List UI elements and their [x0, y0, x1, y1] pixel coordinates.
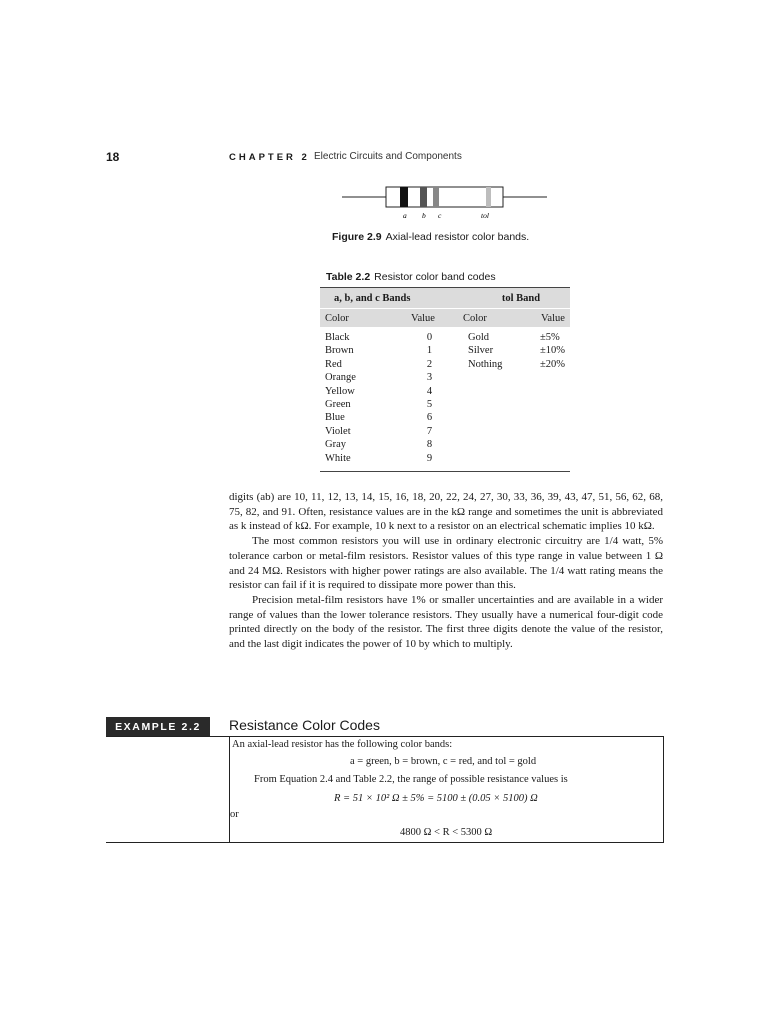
chapter-title: Electric Circuits and Components — [314, 151, 462, 162]
band-b — [420, 187, 427, 207]
table-cell: White — [325, 452, 351, 464]
table-cell: 3 — [426, 372, 433, 384]
column-header-tol-color: Color — [463, 312, 487, 324]
figure-caption-text: Axial-lead resistor color bands. — [385, 231, 530, 243]
paragraph: Precision metal-film resistors have 1% or smaller uncertainties and are available in a wider range of values than the lower tolerance resistors. They usually have a numerical four-digit code printed directly on the body of the resistor. The first three digits denote the value of the resistor, and the last digit indicates the power of 10 by which to multiply. — [229, 593, 663, 651]
table-cell: Blue — [325, 412, 345, 424]
table-cell: ±20% — [540, 358, 566, 370]
group-header-abc: a, b, and c Bands — [334, 292, 411, 304]
table-cell: Gray — [325, 439, 346, 451]
table-cell: Yellow — [325, 385, 355, 397]
band-c — [433, 187, 439, 207]
table-cell: 7 — [426, 425, 433, 437]
band-label-a: a — [403, 211, 407, 220]
column-header-tol-value: Value — [541, 312, 565, 324]
table-cell: ±5% — [540, 332, 560, 343]
tol-value-column — [540, 331, 570, 465]
example-or: or — [230, 809, 239, 820]
paragraph: digits (ab) are 10, 11, 12, 13, 14, 15, 16, 18, 20, 22, 24, 27, 30, 33, 36, 39, 43, 47, 51, 56, 62, 68, 75, 82, and 91. Often, resistance values are in the kΩ range and sometimes the unit is abbreviated as k instead of kΩ. For example, 10 k next to a resistor on an electrical schematic implies 10 kΩ. — [229, 491, 663, 533]
resistor-illustration — [340, 180, 550, 222]
band-tol — [486, 187, 491, 207]
table-cell: ±10% — [540, 345, 566, 357]
table-cell: 5 — [426, 398, 433, 410]
table-cell: Violet — [325, 425, 351, 437]
table-cell: 6 — [426, 412, 433, 424]
table-cell: 8 — [426, 439, 433, 451]
table-caption-label: Table 2.2 — [326, 271, 371, 283]
table-cell: 4 — [426, 385, 433, 397]
abc-color-column — [320, 331, 387, 465]
tol-color-column — [458, 331, 540, 465]
table-caption — [326, 271, 496, 283]
band-label-b: b — [422, 211, 426, 220]
table-cell: 0 — [426, 332, 433, 343]
figure-caption — [332, 231, 529, 243]
example-intro: An axial-lead resistor has the following color bands: — [232, 739, 453, 750]
color-code-table — [320, 287, 570, 472]
table-cell: Brown — [325, 345, 354, 357]
group-header-tol: tol Band — [501, 292, 541, 304]
example-title: Resistance Color Codes — [229, 717, 380, 733]
example-label: EXAMPLE 2.2 — [106, 717, 210, 736]
example-box — [229, 736, 664, 843]
chapter-label: CHAPTER 2 — [229, 152, 310, 163]
band-label-c: c — [438, 211, 442, 220]
example-equation: R = 51 × 10² Ω ± 5% = 5100 ± (0.05 × 5100) Ω — [334, 793, 538, 804]
table-cell: Gold — [468, 332, 489, 343]
band-label-tol: tol — [481, 211, 489, 220]
example-result: 4800 Ω < R < 5300 Ω — [400, 827, 493, 838]
table-cell: 2 — [426, 358, 433, 370]
table-cell: Green — [325, 398, 351, 410]
body-text — [229, 490, 663, 652]
column-header-color: Color — [325, 312, 349, 324]
table-cell: Silver — [468, 345, 494, 357]
paragraph: The most common resistors you will use in ordinary electronic circuitry are 1/4 watt, 5% tolerance carbon or metal-film resistors. Resistor values of this type range in value between 1 Ω and 24 MΩ. Resistors with higher power ratings are also available. The 1/4 watt rating means the resistor can fail if it is required to dissipate more power than this. — [229, 535, 663, 592]
example-divider-bottom — [106, 842, 663, 843]
column-header-value: Value — [411, 312, 435, 324]
table-cell: 9 — [426, 452, 433, 464]
example-bands-line: a = green, b = brown, c = red, and tol = gold — [350, 756, 537, 767]
table-header — [320, 288, 570, 327]
table-cell: Nothing — [468, 358, 503, 370]
abc-value-column — [387, 331, 458, 465]
table-cell: Orange — [325, 372, 356, 384]
page-number: 18 — [106, 150, 120, 164]
table-cell: Black — [325, 332, 350, 343]
example-from-line: From Equation 2.4 and Table 2.2, the range of possible resistance values is — [254, 774, 568, 785]
table-body — [320, 327, 570, 471]
table-cell: Red — [325, 358, 342, 370]
table-caption-text: Resistor color band codes — [374, 271, 496, 283]
table-cell: 1 — [426, 345, 433, 357]
band-a — [400, 187, 408, 207]
figure-caption-label: Figure 2.9 — [332, 231, 382, 243]
